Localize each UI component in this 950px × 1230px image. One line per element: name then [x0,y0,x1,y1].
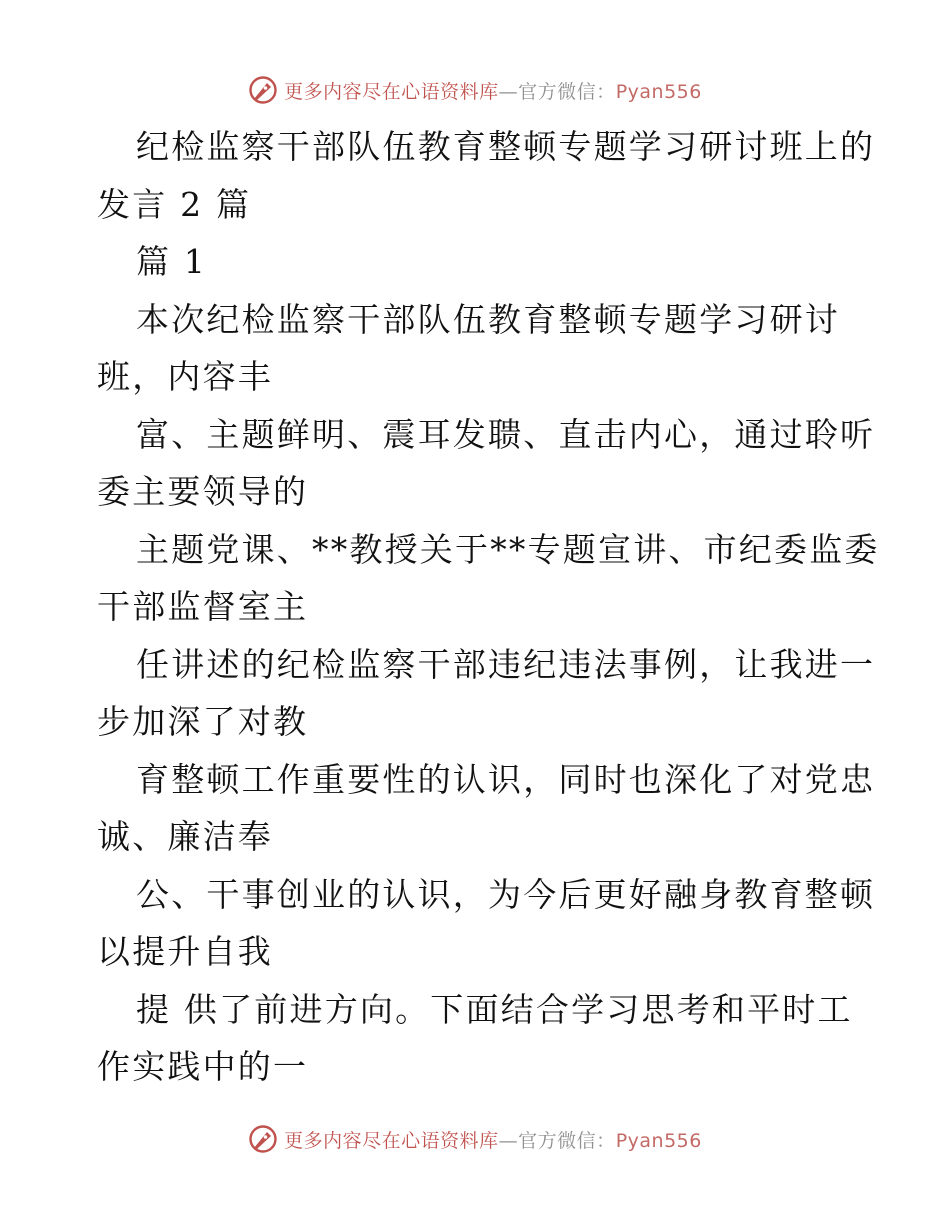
watermark-wechat-id: Pyan556 [615,80,702,103]
paragraph-line: 公、干事创业的认识，为今后更好融身教育整顿 [136,874,876,914]
document-body [97,118,880,1096]
watermark-separator: — [498,1129,519,1152]
watermark-main-text: 更多内容尽在心语资料库 [284,80,499,103]
watermark-text [284,1126,702,1153]
watermark-text [284,77,702,104]
paragraph-line: 诚、廉洁奉 [97,817,273,856]
paragraph-line: 班，内容丰 [97,357,273,396]
paragraph-line: 育整顿工作重要性的认识，同时也深化了对党忠 [136,759,876,799]
paragraph-line: 干部监督室主 [97,587,309,626]
paragraph-line: 主题党课、**教授关于**专题宣讲、市纪委监委 [136,529,880,569]
paragraph-line: 任讲述的纪检监察干部违纪违法事例，让我进一 [136,644,876,684]
footer-watermark [0,1122,950,1156]
watermark-separator: — [498,80,519,103]
watermark-official-text: 官方微信： [518,1129,616,1152]
title-line-2: 发言 2 篇 [97,184,252,224]
watermark-official-text: 官方微信： [518,80,616,103]
pen-nib-circle-icon [248,75,278,105]
watermark-main-text: 更多内容尽在心语资料库 [284,1129,499,1152]
paragraph-line: 本次纪检监察干部队伍教育整顿专题学习研讨 [136,299,840,339]
title-line-1: 纪检监察干部队伍教育整顿专题学习研讨班上的 [136,127,876,166]
paragraph-line: 委主要领导的 [97,472,309,511]
paragraph-line: 富、主题鲜明、震耳发聩、直击内心，通过聆听 [136,414,876,454]
header-watermark [0,73,950,107]
paragraph-line: 步加深了对教 [97,702,309,741]
section-heading: 篇 1 [136,242,208,281]
paragraph-line: 作实践中的一 [97,1047,309,1086]
pen-nib-circle-icon [248,1124,278,1154]
watermark-wechat-id: Pyan556 [615,1129,702,1152]
paragraph-line: 以提升自我 [97,932,273,971]
paragraph-line: 提 供了前进方向。下面结合学习思考和平时工 [136,989,853,1029]
